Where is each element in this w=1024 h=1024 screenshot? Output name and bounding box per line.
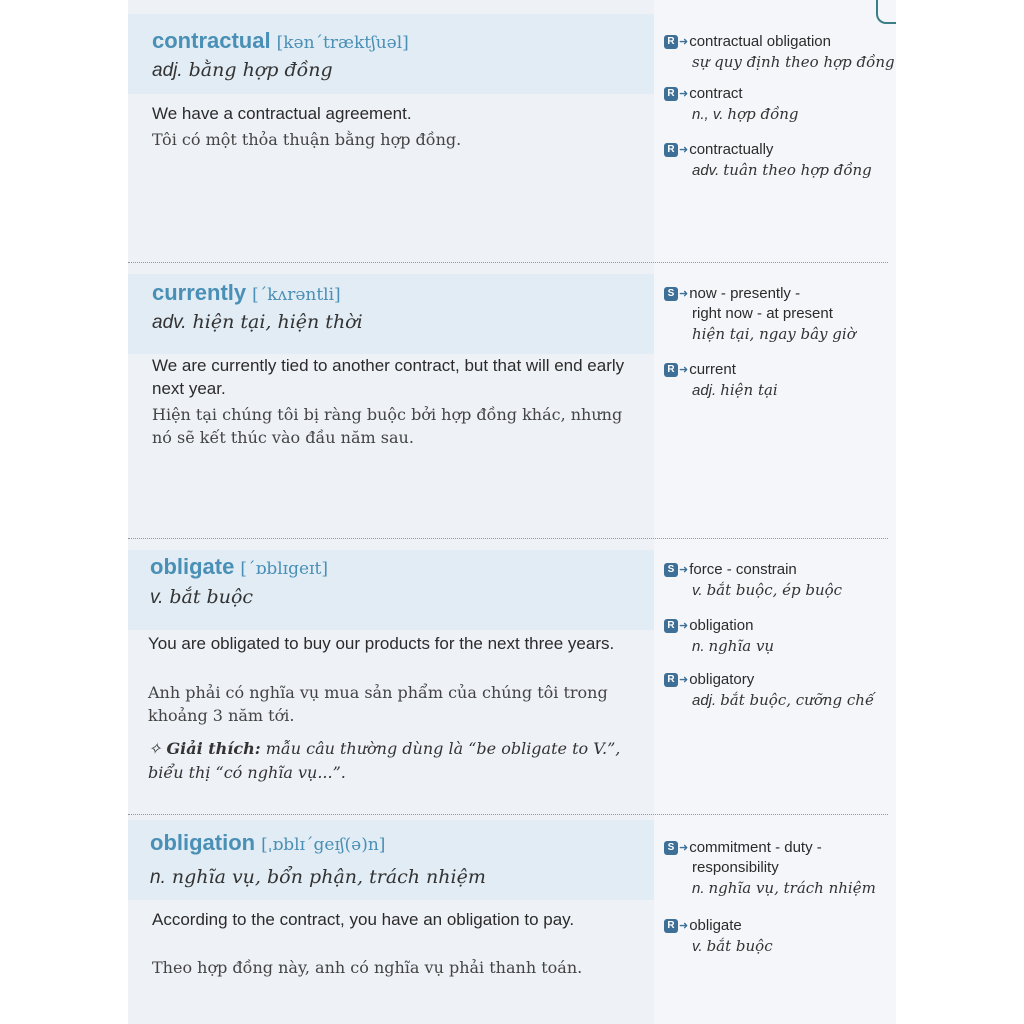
entry-currently [128,264,896,538]
entry-header-band [128,14,654,94]
related-term: contract [689,85,743,102]
entry-obligate [128,540,896,812]
related-term: commitment - duty - [689,839,822,856]
meaning-text: nghĩa vụ, bổn phận, trách nhiệm [171,866,486,888]
definition [152,311,363,334]
example-english: According to the contract, you have an obligation to pay. [152,910,575,929]
related-meaning: hiện tại [720,381,778,400]
page-corner-mark [876,0,896,24]
related-badge-icon: R [664,143,678,157]
related-item [664,670,890,711]
headword-line [152,28,409,54]
related-term: obligatory [689,671,755,688]
arrow-icon: ➜ [679,364,689,377]
related-term: current [689,361,736,378]
related-badge-icon: R [664,673,678,687]
arrow-icon: ➜ [679,288,689,301]
related-badge-icon: S [664,287,678,301]
related-meaning: bắt buộc, cưỡng chế [720,691,875,710]
related-badge-icon: S [664,841,678,855]
definition [152,59,333,82]
related-pos: adj. [692,692,717,710]
example-vietnamese: Anh phải có nghĩa vụ mua sản phẩm của chúng tôi trong khoảng 3 năm tới. [148,683,608,725]
entry-obligation [128,816,896,1024]
meaning-text: hiện tại, hiện thời [192,311,363,333]
related-badge-icon: R [664,87,678,101]
related-item [664,32,895,72]
related-badge-icon: R [664,363,678,377]
related-meaning: nghĩa vụ [708,637,775,656]
pronunciation: [ˌɒblɪ´geɪʃ(ə)n] [261,835,386,855]
related-term-continued: right now - at present [692,305,833,323]
related-term: force - constrain [689,561,797,578]
related-item [664,616,890,657]
arrow-icon: ➜ [679,36,689,49]
book-page [128,0,896,1024]
definition [150,866,486,889]
headword-line [150,554,328,580]
related-meaning: hợp đồng [727,105,799,124]
related-pos: adv. [692,162,720,180]
headword: obligation [150,830,256,855]
related-badge-icon: R [664,35,678,49]
example-english: We have a contractual agreement. [152,104,412,123]
related-meaning: hiện tại, ngay bây giờ [692,325,856,344]
related-meaning: bắt buộc, ép buộc [706,581,843,600]
example-english: We are currently tied to another contract, but that will end early next year. [152,356,625,398]
related-item [664,284,890,344]
related-term: obligate [689,917,742,934]
example-vietnamese: Theo hợp đồng này, anh có nghĩa vụ phải thanh toán. [152,958,583,977]
part-of-speech: v. [150,587,164,608]
related-pos: adj. [692,382,717,400]
pronunciation: [kən´træktʃuəl] [276,33,409,53]
definition [150,586,253,609]
entry-contractual [128,0,896,262]
arrow-icon: ➜ [679,920,689,933]
related-item [664,140,890,181]
pronunciation: [´kʌrəntli] [252,285,341,305]
related-badge-icon: R [664,919,678,933]
related-term: contractual obligation [689,33,831,50]
related-item [664,560,890,601]
page-margin [896,0,1024,1024]
arrow-icon: ➜ [679,144,689,157]
related-badge-icon: R [664,619,678,633]
pronunciation: [´ɒblɪgeɪt] [240,559,328,579]
entry-divider [128,538,888,539]
arrow-icon: ➜ [679,842,689,855]
headword: contractual [152,28,271,53]
arrow-icon: ➜ [679,88,689,101]
related-term: contractually [689,141,774,158]
meaning-text: bằng hợp đồng [188,59,333,81]
headword: obligate [150,554,235,579]
related-meaning: nghĩa vụ, trách nhiệm [708,879,876,898]
related-pos: n. [692,880,705,898]
headword: currently [152,280,247,305]
related-item [664,916,890,957]
related-meaning: tuân theo hợp đồng [723,161,872,180]
meaning-text: bắt buộc [169,586,254,608]
related-badge-icon: S [664,563,678,577]
part-of-speech: n. [150,867,166,888]
related-item [664,838,890,899]
headword-line [152,280,341,306]
arrow-icon: ➜ [679,620,689,633]
related-pos: n., v. [692,106,724,124]
arrow-icon: ➜ [679,564,689,577]
entry-divider [128,262,888,263]
example-vietnamese: Tôi có một thỏa thuận bằng hợp đồng. [152,130,462,149]
related-meaning: bắt buộc [706,937,773,956]
related-term: now - presently - [689,285,801,302]
example-english: You are obligated to buy our products for the next three years. [148,634,615,653]
related-term: obligation [689,617,754,634]
note-text: mẫu câu thường dùng là “be obligate to V.”, biểu thị “có nghĩa vụ...”. [148,739,621,782]
note-label: Giải thích: [166,739,261,758]
related-pos: n. [692,638,705,656]
related-item [664,360,890,401]
sparkle-icon: ✧ [148,739,162,758]
headword-line [150,830,385,856]
entry-divider [128,814,888,815]
part-of-speech: adj. [152,60,183,81]
related-term-continued: responsibility [692,859,779,877]
related-meaning: sự quy định theo hợp đồng [692,53,895,72]
arrow-icon: ➜ [679,674,689,687]
related-item [664,84,890,125]
explanation-note [148,737,628,785]
example-vietnamese: Hiện tại chúng tôi bị ràng buộc bởi hợp đồng khác, nhưng nó sẽ kết thúc vào đầu năm sau. [152,405,623,447]
related-pos: v. [692,938,703,956]
related-pos: v. [692,582,703,600]
part-of-speech: adv. [152,312,187,333]
